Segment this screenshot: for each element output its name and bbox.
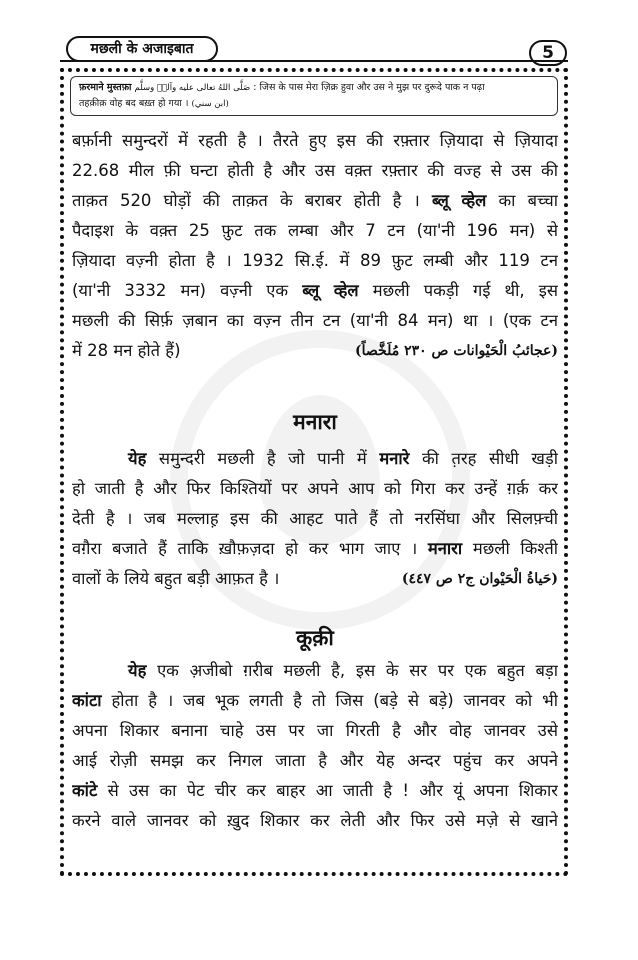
text-line	[72, 776, 558, 806]
text-run: का बच्चा	[498, 191, 558, 210]
salawat: صَلَّى اللهُ تعالى عليه وآلهٖ وسلَّم	[134, 83, 251, 93]
book-title: मछली के अजाइबात	[66, 36, 218, 62]
text-run: मछली पकड़ी गई थी, इस	[372, 281, 558, 300]
text-run: (या'नी 3332 मन) वज़्नी एक	[72, 281, 289, 300]
text-run: समुन्दरी मछली है जो पानी में	[158, 449, 367, 468]
text-run: की त़रह सीधी खड़ी	[422, 449, 558, 468]
text-run: होता है । जब भूक लगती है तो जिस (बड़े से बड़े) जानवर को भी	[111, 691, 558, 710]
text-line: मछली की सिर्फ़ ज़बान का वज़्न तीन टन (या'नी 84 मन) था । (एक टन	[72, 311, 558, 330]
text-line	[72, 276, 558, 306]
text-line: बर्फ़ानी समुन्दरों में रहती है । तैरते हुए इस की रफ़्तार ज़ियादा से ज़ियादा	[72, 131, 558, 150]
keyword-blue-whale: ब्लू व्हेल	[431, 191, 487, 210]
text-run: वालों के लिये बहुत बड़ी आफ़त है ।	[72, 569, 280, 588]
paragraph-3	[72, 656, 558, 836]
text-line: करने वाले जानवर को ख़ुद शिकार कर लेती और फिर उसे मज़े से खाने	[72, 811, 558, 830]
text-line: हो जाती है और फिर किश्तियों पर अपने आप को गिरा कर उन्हें ग़र्क़ कर	[72, 479, 558, 498]
text-line	[72, 686, 558, 716]
saying-label: फ़रमाने मुस्तफ़ा	[79, 82, 132, 93]
paragraph-1	[72, 126, 558, 366]
text-line	[72, 186, 558, 216]
keyword: मनारा	[427, 539, 463, 558]
keyword-blue-whale: ब्लू व्हेल	[302, 281, 359, 300]
paragraph-2	[72, 444, 558, 594]
text-line	[72, 534, 558, 564]
text-line	[72, 336, 558, 366]
text-line: देती है । जब मल्लाह़ इस की आहट पाते हैं तो नरसिंघा और सिलफ़्ची	[72, 509, 558, 528]
saying-text-2: तहक़ीक़ वोह बद बख़्त हो गया ।	[79, 98, 189, 109]
text-run: एक अ़जीबो ग़रीब मछली है, इस के सर पर एक बहुत बड़ा	[157, 661, 558, 680]
text-line	[72, 444, 558, 474]
saying-text: : जिस के पास मेरा ज़िक्र हुवा और उस ने मुझ पर दुरूदे पाक न पढ़ा	[253, 82, 485, 93]
text-run: से उस का पेट चीर कर बाहर आ जाती है ! और यूं अपना शिकार	[107, 781, 558, 800]
reference: (عجائبُ الْحَيْوانات ص ٢٣٠ مُلَخَّصاً)	[355, 343, 558, 359]
keyword: येह	[128, 449, 147, 468]
keyword: येह	[128, 661, 147, 680]
text-line: अपना शिकार बनाना चाहे उस पर जा गिरती है और वोह जानवर उसे	[72, 721, 558, 740]
section-heading: मनारा	[293, 410, 337, 434]
saying-box	[70, 76, 558, 116]
text-line: पैदाइश के वक़्त 25 फ़ुट तक लम्बा और 7 टन (या'नी 196 मन) से	[72, 221, 558, 240]
page-number: 5	[529, 40, 567, 66]
keyword: कांटा	[72, 691, 102, 710]
keyword: मनारे	[379, 449, 410, 468]
text-run: ताक़त 520 घोड़ों की ताक़त के बराबर होती है ।	[72, 191, 420, 210]
text-run: वग़ैरा बजाते हैं ताकि ख़ौफ़ज़दा हो कर भाग जाए ।	[72, 539, 418, 558]
text-run: मछली किश्ती	[472, 539, 558, 558]
text-line: आई रोज़ी समझ कर निगल जाता है और येह अन्दर पहुंच कर अपने	[72, 751, 558, 770]
text-line: 22.68 मील फ़ी घन्टा होती है और उस वक़्त रफ़्तार की वज्ह से उस की	[72, 161, 558, 180]
text-line	[72, 656, 558, 686]
text-run: में 28 मन होते हैं)	[72, 341, 181, 360]
saying-source: (ابن سني)	[191, 99, 229, 109]
section-heading: कूक़ी	[296, 626, 334, 650]
reference: (حَياةُ الْحَيْوان ج٢ ص ٤٤٧)	[401, 571, 558, 587]
header-rule	[60, 60, 568, 62]
text-line: ज़ियादा वज़्नी होता है । 1932 सि.ई. में 89 फ़ुट लम्बी और 119 टन	[72, 251, 558, 270]
text-line	[72, 564, 558, 594]
keyword: कांटे	[72, 781, 98, 800]
